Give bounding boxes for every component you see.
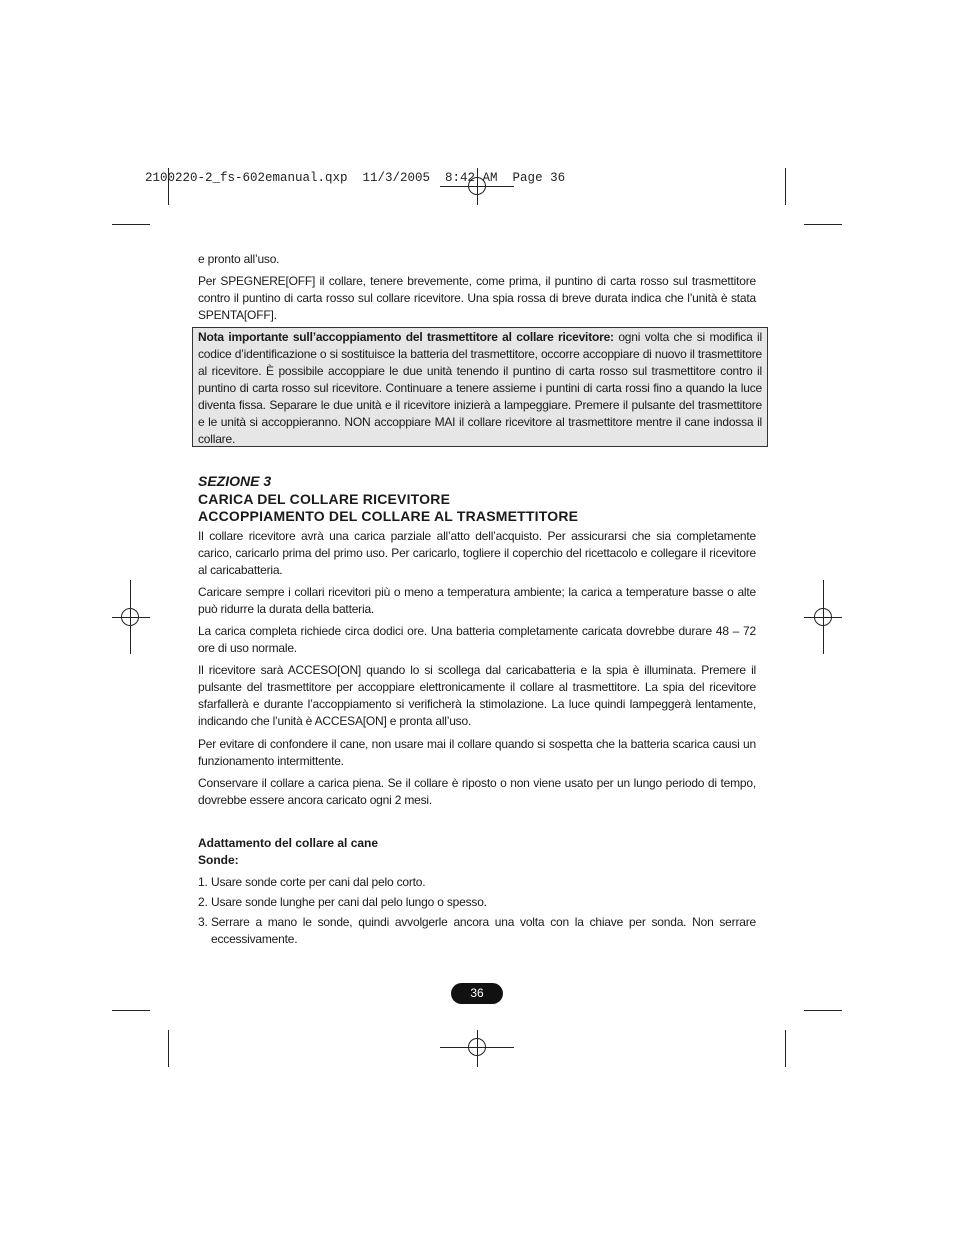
list-item: 1. Usare sonde corte per cani dal pelo corto.: [198, 875, 426, 889]
body-paragraph: Il collare ricevitore avrà una carica parziale all’atto dell’acquisto. Per assicurarsi che sia completamente carico, caricarlo prima del primo uso. Per caricarlo, togliere il coperchio del ricettacolo e collegare il ricevitore al caricabatteria.: [198, 529, 756, 577]
section-number: SEZIONE 3: [198, 473, 272, 489]
fitting-subtitle: Sonde:: [198, 853, 239, 867]
crop-mark: [112, 1010, 150, 1011]
crop-mark: [804, 224, 842, 225]
list-item: 3. Serrare a mano le sonde, quindi avvolgerle ancora una volta con la chiave per sonda. Non serrare eccessivamente.: [198, 915, 756, 946]
list-item: 2. Usare sonde lunghe per cani dal pelo lungo o spesso.: [198, 895, 487, 909]
note-box: [192, 327, 768, 447]
body-paragraph: Per evitare di confondere il cane, non usare mai il collare quando si sospetta che la batteria scarica causi un funzionamento intermittente.: [198, 737, 756, 768]
crop-mark: [785, 168, 786, 205]
section-title-2: ACCOPPIAMENTO DEL COLLARE AL TRASMETTITORE: [198, 508, 579, 524]
page-number: 36: [451, 983, 503, 1004]
crop-mark: [112, 224, 150, 225]
print-slug: 2100220-2_fs-602emanual.qxp 11/3/2005 8:42 AM Page 36: [145, 171, 566, 185]
crop-mark: [804, 1010, 842, 1011]
crop-mark: [785, 1030, 786, 1067]
body-paragraph: La carica completa richiede circa dodici ore. Una batteria completamente caricata dovrebbe durare 48 – 72 ore di uso normale.: [198, 624, 756, 655]
note-title: Nota importante sull’accoppiamento del trasmettitore al collare ricevitore:: [198, 330, 614, 344]
top-paragraph: e pronto all’uso.: [198, 252, 280, 266]
body-paragraph: Il ricevitore sarà ACCESO[ON] quando lo si scollega dal caricabatteria e la spia è illuminata. Premere il pulsante del trasmettitore per accoppiare elettronicamente il collare al trasmettitore. La spia del ricevitore sfarfallerà e durante l’accoppiamento si verificherà la stimolazione. La luce quindi lampeggerà lentamente, indicando che l’unità è ACCESA[ON] e pronta all’uso.: [198, 663, 756, 728]
body-paragraph: Caricare sempre i collari ricevitori più o meno a temperatura ambiente; la carica a temperature basse o alte può ridurre la durata della batteria.: [198, 585, 756, 616]
off-paragraph: Per SPEGNERE[OFF] il collare, tenere brevemente, come prima, il puntino di carta rosso sul trasmettitore contro il puntino di carta rosso sul collare ricevitore. Una spia rossa di breve durata indica che l’unità è stata SPENTA[OFF].: [198, 274, 756, 322]
crop-mark: [168, 1030, 169, 1067]
fitting-title: Adattamento del collare al cane: [198, 836, 379, 850]
section-title-1: CARICA DEL COLLARE RICEVITORE: [198, 491, 451, 507]
body-paragraph: Conservare il collare a carica piena. Se il collare è riposto o non viene usato per un lungo periodo di tempo, dovrebbe essere ancora caricato ogni 2 mesi.: [198, 776, 756, 807]
note-text: ogni volta che si modifica il codice d’identificazione o si sostituisce la batteria del trasmettitore, occorre accoppiare di nuovo il trasmettitore al ricevitore. È possibile accoppiare le due unità tenendo il puntino di carta rosso sul trasmettitore contro il puntino di carta rosso sul ricevitore. Continuare a tenere assieme i puntini di carta rossi fino a quando la luce diventa fissa. Separare le due unità e il ricevitore inizierà a lampeggiare. Premere il pulsante del trasmettitore e le unità si accoppieranno. NON accoppiare MAI il collare ricevitore al trasmettitore mentre il cane indossa il collare.: [198, 330, 762, 446]
